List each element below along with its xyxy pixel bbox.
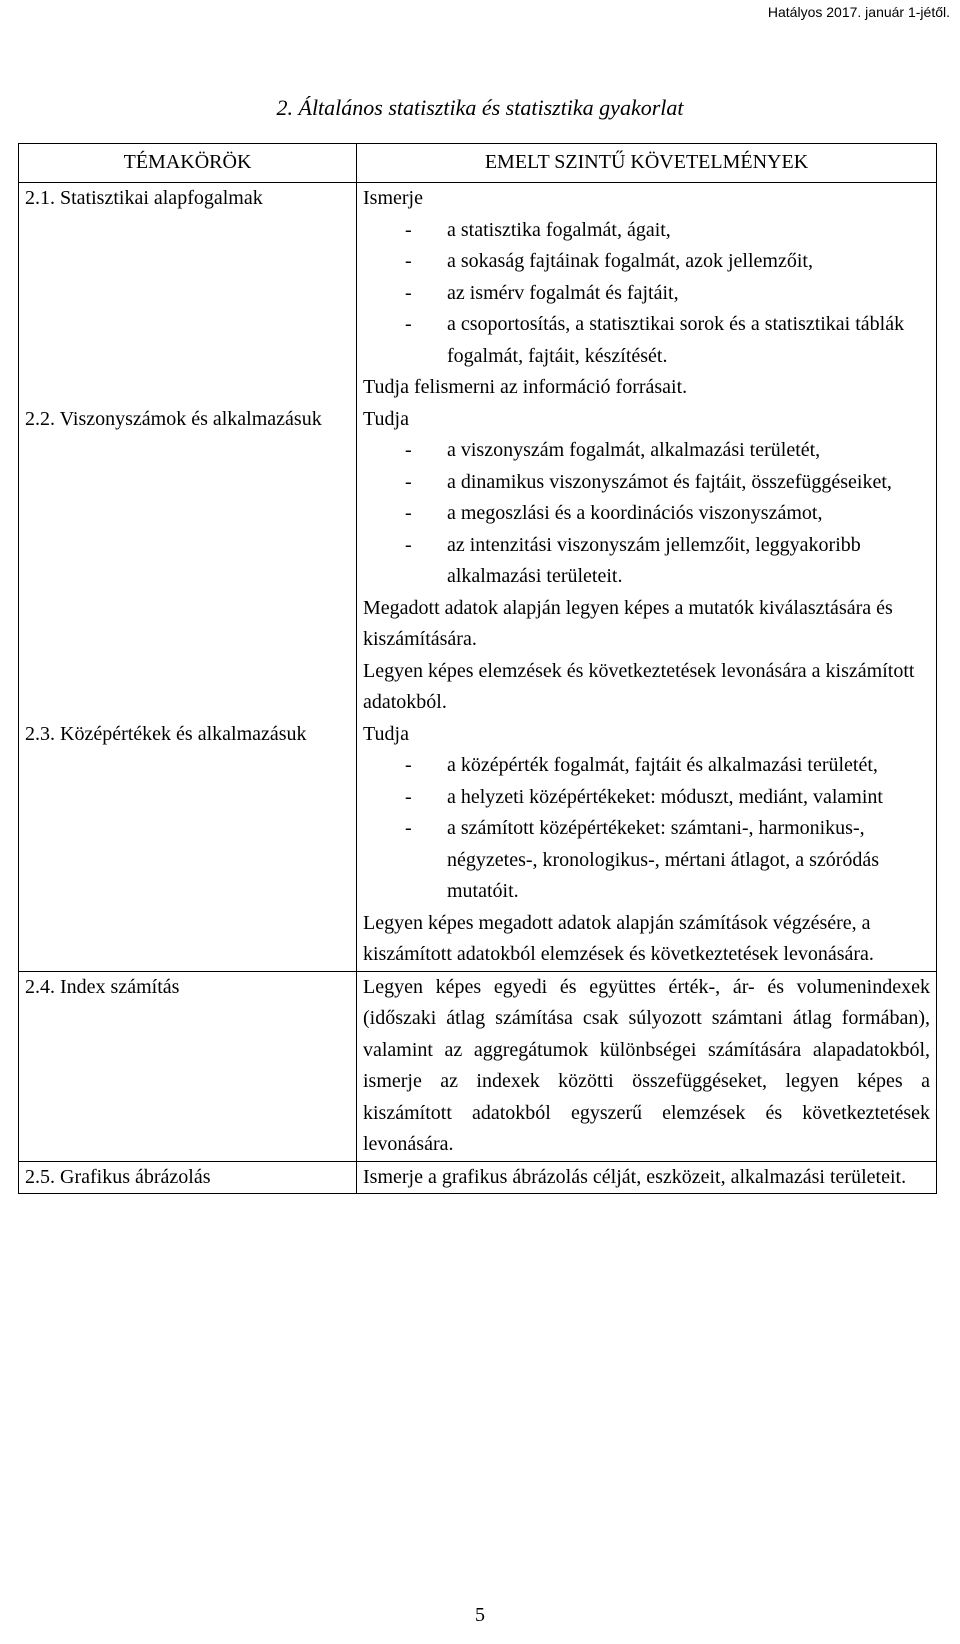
requirements-cell: Ismerje a grafikus ábrázolás célját, eszközeit, alkalmazási területeit. [357,1161,937,1194]
topic-cell: 2.1. Statisztikai alapfogalmak [19,183,357,404]
topic-cell: 2.5. Grafikus ábrázolás [19,1161,357,1194]
table-row [19,183,937,404]
list-item: - a viszonyszám fogalmát, alkalmazási területét, [405,439,821,461]
list-item: - a sokaság fajtáinak fogalmát, azok jellemzőit, [405,250,813,272]
column-header-topics: TÉMAKÖRÖK [19,144,357,183]
requirements-cell: Legyen képes egyedi és együttes érték-, ár- és volumenindexek (időszaki átlag számítása csak súlyozott számtani átlag formában), valamint az aggregátumok különbségei számítására alapadatokból, ismerje az indexek közötti összefüggéseket, legyen képes a kiszámított adatokból egyszerű elemzések és következtetések levonására. [357,971,937,1161]
topic-cell: 2.3. Középértékek és alkalmazásuk [19,719,357,972]
requirement-list [363,215,930,373]
list-item: - a megoszlási és a koordinációs viszonyszámot, [405,502,823,524]
requirement-list [363,435,930,593]
table-row [19,1161,937,1194]
table-row [19,719,937,972]
requirement-list [363,750,930,908]
requirement-paragraph: Legyen képes megadott adatok alapján számítások végzésére, a kiszámított adatokból elemzések és következtetések levonására. [363,911,874,965]
list-item: - az ismérv fogalmát és fajtáit, [405,281,679,304]
table-header-row [19,144,937,183]
requirement-paragraph: Megadott adatok alapján legyen képes a mutatók kiválasztására és kiszámítására. [363,596,893,650]
requirements-cell [357,719,937,972]
requirement-paragraph: Legyen képes elemzések és következtetések levonására a kiszámított adatokból. [363,659,915,713]
topic-cell: 2.2. Viszonyszámok és alkalmazásuk [19,404,357,719]
list-item: - az intenzitási viszonyszám jellemzőit, leggyakoribb alkalmazási területeit. [405,533,861,587]
requirement-intro: Tudja [363,722,409,745]
section-title: 2. Általános statisztika és statisztika gyakorlat [276,95,684,120]
requirement-intro: Tudja [363,407,409,430]
list-item: - a középérték fogalmát, fajtáit és alkalmazási területét, [405,754,878,776]
column-header-requirements: EMELT SZINTŰ KÖVETELMÉNYEK [357,144,937,183]
topic-cell: 2.4. Index számítás [19,971,357,1161]
list-item: - a dinamikus viszonyszámot és fajtáit, összefüggéseiket, [405,470,892,493]
requirements-cell [357,183,937,404]
list-item: - a statisztika fogalmát, ágait, [405,218,671,241]
effective-date-note: Hatályos 2017. január 1-jétől. [767,4,950,20]
table-row [19,404,937,719]
list-item: - a helyzeti középértékeket: móduszt, mediánt, valamint [405,785,883,808]
requirements-table [18,143,937,1194]
list-item: - a csoportosítás, a statisztikai sorok és a statisztikai táblák fogalmát, fajtáit, készítését. [405,313,905,367]
requirements-cell [357,404,937,719]
requirement-paragraph: Tudja felismerni az információ forrásait. [363,376,688,398]
page-number: 5 [475,1604,485,1626]
list-item: - a számított középértékeket: számtani-, harmonikus-, négyzetes-, kronologikus-, mértani átlagot, a szóródás mutatóit. [405,817,880,902]
table-row [19,971,937,1161]
requirement-intro: Ismerje [363,187,423,209]
